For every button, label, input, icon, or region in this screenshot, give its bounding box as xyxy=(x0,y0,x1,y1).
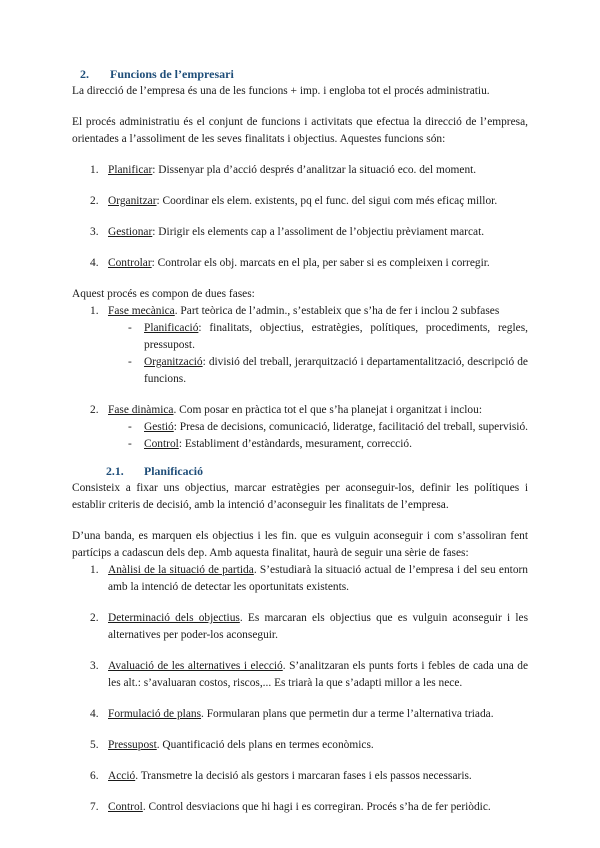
sub-list-item: - Gestió: Presa de decisions, comunicació, lideratge, facilitació del treball, supervisió. xyxy=(128,421,529,433)
item-term: Formulació de plans xyxy=(108,708,202,720)
item-text: . Com posar en pràctica tot el que s’ha planejat i organitzat i inclou: xyxy=(173,404,482,416)
item-term: Anàlisi de la situació de partida xyxy=(108,564,254,576)
list-item xyxy=(72,162,528,179)
item-number: 5. xyxy=(90,739,99,751)
item-number: 4. xyxy=(90,708,99,720)
list-item xyxy=(72,255,528,272)
item-term: Gestionar xyxy=(108,226,153,238)
sub-list-item: - Planificació: finalitats, objectius, estratègies, polítiques, procediments, regles, pressupost. xyxy=(128,322,528,351)
item-number: 4. xyxy=(90,257,99,269)
section-number: 2. xyxy=(80,67,89,81)
document-page xyxy=(72,66,528,816)
list-item xyxy=(72,706,528,723)
item-term: Planificació xyxy=(144,322,199,334)
item-number: 3. xyxy=(90,660,99,672)
intro-paragraph-1: La direcció de l’empresa és una de les funcions + imp. i engloba tot el procés administratiu. xyxy=(72,85,490,97)
plan-paragraph-2: D’una banda, es marquen els objectius i les fin. que es vulguin aconseguir i com s’assoliran fent partícips a cadascun dels dep. Amb aquesta finalitat, haurà de seguir una sèrie de fases: xyxy=(72,530,528,559)
item-term: Control xyxy=(144,438,179,450)
item-number: 1. xyxy=(90,164,99,176)
subsection-title: Planificació xyxy=(144,464,203,478)
list-item xyxy=(72,224,528,241)
item-text: : Controlar els obj. marcats en el pla, per saber si es compleixen i corregir. xyxy=(151,257,490,269)
item-term: Gestió xyxy=(144,421,174,433)
item-number: 2. xyxy=(90,612,99,624)
item-text: : Presa de decisions, comunicació, lideratge, facilitació del treball, supervisió. xyxy=(173,421,529,433)
plan-paragraph-1: Consisteix a fixar uns objectius, marcar estratègies per aconseguir-los, definir les polítiques i establir criteris de decisió, amb la intenció d’aconseguir les finalitats de l’empresa. xyxy=(72,482,528,511)
item-text: : finalitats, objectius, estratègies, polítiques, procediments, regles, pressupost. xyxy=(144,322,528,351)
list-item xyxy=(72,562,528,596)
sub-list xyxy=(72,419,528,453)
item-term: Fase mecànica xyxy=(108,305,175,317)
list-item xyxy=(72,768,528,785)
list-item xyxy=(72,610,528,644)
list-item xyxy=(72,658,528,692)
item-text: : divisió del treball, jerarquització i departamentalització, descripció de funcions. xyxy=(144,356,528,385)
list-item xyxy=(72,303,528,320)
item-number: 2. xyxy=(90,404,99,416)
item-term: Planificar xyxy=(108,164,153,176)
subsection-heading xyxy=(72,463,528,480)
item-text: : Dirigir els elements cap a l’assoliment de l’objectiu prèviament marcat. xyxy=(152,226,485,238)
item-text: . Formularan plans que permetin dur a terme l’alternativa triada. xyxy=(201,708,494,720)
list-item xyxy=(72,799,528,816)
item-number: 6. xyxy=(90,770,99,782)
item-number: 2. xyxy=(90,195,99,207)
functions-list xyxy=(72,162,528,272)
intro-paragraph-2: El procés administratiu és el conjunt de funcions i activitats que efectua la direcció de l’empresa, orientades a l’assoliment de les seves finalitats i objectius. Aquestes funcions són: xyxy=(72,116,528,145)
item-number: 3. xyxy=(90,226,99,238)
item-term: Control xyxy=(108,801,143,813)
item-number: 1. xyxy=(90,564,99,576)
list-item xyxy=(72,737,528,754)
list-item xyxy=(72,193,528,210)
item-text: . Transmetre la decisió als gestors i marcaran fases i els passos necessaris. xyxy=(135,770,472,782)
item-number: 7. xyxy=(90,801,99,813)
item-text: . Quantificació dels plans en termes econòmics. xyxy=(156,739,374,751)
list-item xyxy=(72,402,528,419)
item-text: : Establiment d’estàndards, mesurament, correcció. xyxy=(178,438,412,450)
item-term: Determinació dels objectius xyxy=(108,612,240,624)
item-text: . Es marcaran els objectius que es vulguin aconseguir i les alternatives per poder-los aconseguir. xyxy=(108,612,528,641)
item-term: Acció xyxy=(108,770,136,782)
item-text: . S’estudiarà la situació actual de l’empresa i del seu entorn amb la intenció de detectar les oportunitats existents. xyxy=(108,564,529,593)
item-text: : Dissenyar pla d’acció després d’analitzar la situació eco. del moment. xyxy=(152,164,477,176)
item-text: . Control desviacions que hi hagi i es corregiran. Procés s’ha de fer periòdic. xyxy=(142,801,491,813)
item-term: Pressupost xyxy=(108,739,157,751)
item-term: Controlar xyxy=(108,257,152,269)
item-term: Organització xyxy=(144,356,203,368)
section-heading xyxy=(72,66,528,83)
section-title: Funcions de l’empresari xyxy=(110,67,234,81)
item-term: Avaluació de les alternatives i elecció xyxy=(108,660,283,672)
sub-list-item: - Control: Establiment d’estàndards, mesurament, correcció. xyxy=(128,438,412,450)
phases-list xyxy=(72,303,528,453)
sub-list xyxy=(72,320,528,388)
item-term: Organitzar xyxy=(108,195,157,207)
steps-list xyxy=(72,562,528,816)
subsection-number: 2.1. xyxy=(106,464,124,478)
sub-list-item: - Organització: divisió del treball, jerarquització i departamentalització, descripció de funcions. xyxy=(128,356,528,385)
item-number: 1. xyxy=(90,305,99,317)
item-text: . Part teòrica de l’admin., s’estableix que s’ha de fer i inclou 2 subfases xyxy=(174,305,500,317)
item-term: Fase dinàmica xyxy=(108,404,174,416)
process-intro: Aquest procés es compon de dues fases: xyxy=(72,288,255,300)
item-text: . S’analitzaran els punts forts i febles de cada una de les alt.: s’avaluaran costos, riscos,... Es triarà la que s’adapti millor a les nece. xyxy=(108,660,528,689)
item-text: : Coordinar els elem. existents, pq el func. del sigui com més eficaç millor. xyxy=(156,195,498,207)
